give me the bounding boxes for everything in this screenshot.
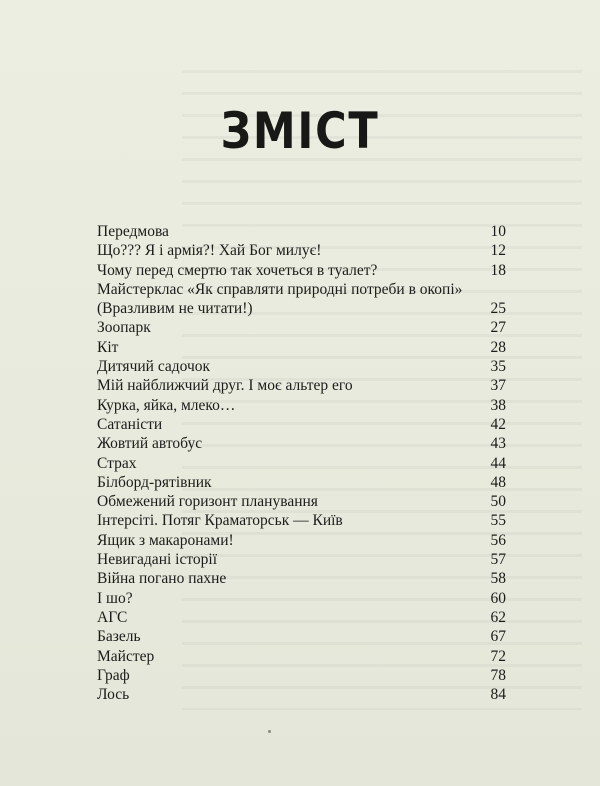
toc-entry-title: АГС <box>97 608 128 626</box>
toc-entry-title: Невигадані історії <box>97 551 218 569</box>
toc-entry <box>97 318 506 337</box>
toc-entry-page: 55 <box>490 512 506 530</box>
toc-entry-page: 10 <box>490 223 506 240</box>
toc-entry-title: Ящик з макаронами! <box>97 531 234 549</box>
toc-entry-title: Майстерклас «Як справляти природні потреби в окопі» <box>97 280 463 298</box>
toc-entry-title: Інтерсіті. Потяг Краматорськ — Київ <box>97 512 343 530</box>
toc-entry <box>97 511 506 530</box>
toc-entry-page: 56 <box>490 531 506 549</box>
toc-entry <box>97 280 506 299</box>
toc-entry-title: Мій найближчий друг. І моє альтер его <box>97 377 353 395</box>
toc-entry-page: 72 <box>490 647 506 665</box>
toc-entry-title: Зоопарк <box>97 319 151 337</box>
toc-entry-page: 37 <box>490 377 506 395</box>
toc-entry-page: 44 <box>490 454 506 472</box>
toc-entry-page: 58 <box>490 570 506 588</box>
toc-entry-page: 28 <box>490 338 506 356</box>
toc-entry-title: Дитячий садочок <box>97 358 211 376</box>
toc-entry-title: Передмова <box>97 223 169 240</box>
toc-entry-page: 67 <box>490 628 506 646</box>
toc-entry-page: 42 <box>490 415 506 433</box>
table-of-contents <box>97 222 506 704</box>
toc-entry <box>97 531 506 550</box>
toc-entry-title: Страх <box>97 454 137 472</box>
toc-entry-title: Курка, яйка, млеко… <box>97 396 236 414</box>
toc-entry <box>97 434 506 453</box>
toc-entry-title: Що??? Я і армія?! Хай Бог милує! <box>97 242 322 260</box>
toc-entry <box>97 241 506 260</box>
toc-entry-page: 25 <box>490 300 506 318</box>
toc-entry <box>97 608 506 627</box>
toc-entry-title: Жовтий автобус <box>97 435 203 453</box>
toc-entry-title: Обмежений горизонт планування <box>97 493 318 511</box>
toc-entry-page: 12 <box>490 242 506 260</box>
toc-entry-title: Базель <box>97 628 141 646</box>
toc-entry <box>97 569 506 588</box>
toc-entry-title: Лось <box>97 686 130 704</box>
toc-entry-title: Кіт <box>97 338 119 356</box>
print-speck <box>268 730 271 733</box>
toc-entry-page: 27 <box>490 319 506 337</box>
toc-entry-page: 48 <box>490 473 506 491</box>
toc-entry <box>97 550 506 569</box>
toc-entry-page: 35 <box>490 358 506 376</box>
toc-entry-page: 62 <box>490 608 506 626</box>
toc-entry-page: 60 <box>490 589 506 607</box>
toc-entry <box>97 338 506 357</box>
toc-entry-title: Білборд-рятівник <box>97 473 212 491</box>
toc-entry-title: (Вразливим не читати!) <box>97 300 253 318</box>
toc-entry <box>97 261 506 280</box>
toc-entry-page: 18 <box>490 261 506 279</box>
toc-entry <box>97 647 506 666</box>
toc-entry-title: Сатаністи <box>97 415 163 433</box>
toc-entry <box>97 415 506 434</box>
toc-entry <box>97 492 506 511</box>
page-title: ЗМІСТ <box>220 102 380 160</box>
toc-entry-title: Майстер <box>97 647 155 665</box>
toc-entry-page: 43 <box>490 435 506 453</box>
toc-entry <box>97 454 506 473</box>
toc-entry <box>97 222 506 241</box>
toc-entry-page: 57 <box>490 551 506 569</box>
toc-entry-title: Чому перед смертю так хочеться в туалет? <box>97 261 378 279</box>
toc-entry-page: 84 <box>490 686 506 704</box>
toc-entry <box>97 666 506 685</box>
toc-entry <box>97 299 506 318</box>
toc-entry <box>97 589 506 608</box>
toc-entry <box>97 685 506 704</box>
toc-entry-page: 38 <box>490 396 506 414</box>
toc-entry <box>97 357 506 376</box>
toc-entry-title: Граф <box>97 666 130 684</box>
toc-entry-title: І шо? <box>97 589 133 607</box>
toc-entry <box>97 627 506 646</box>
toc-entry-page: 78 <box>490 666 506 684</box>
toc-entry-page: 50 <box>490 493 506 511</box>
toc-entry <box>97 396 506 415</box>
toc-entry <box>97 473 506 492</box>
toc-entry-title: Війна погано пахне <box>97 570 227 588</box>
toc-entry <box>97 376 506 395</box>
